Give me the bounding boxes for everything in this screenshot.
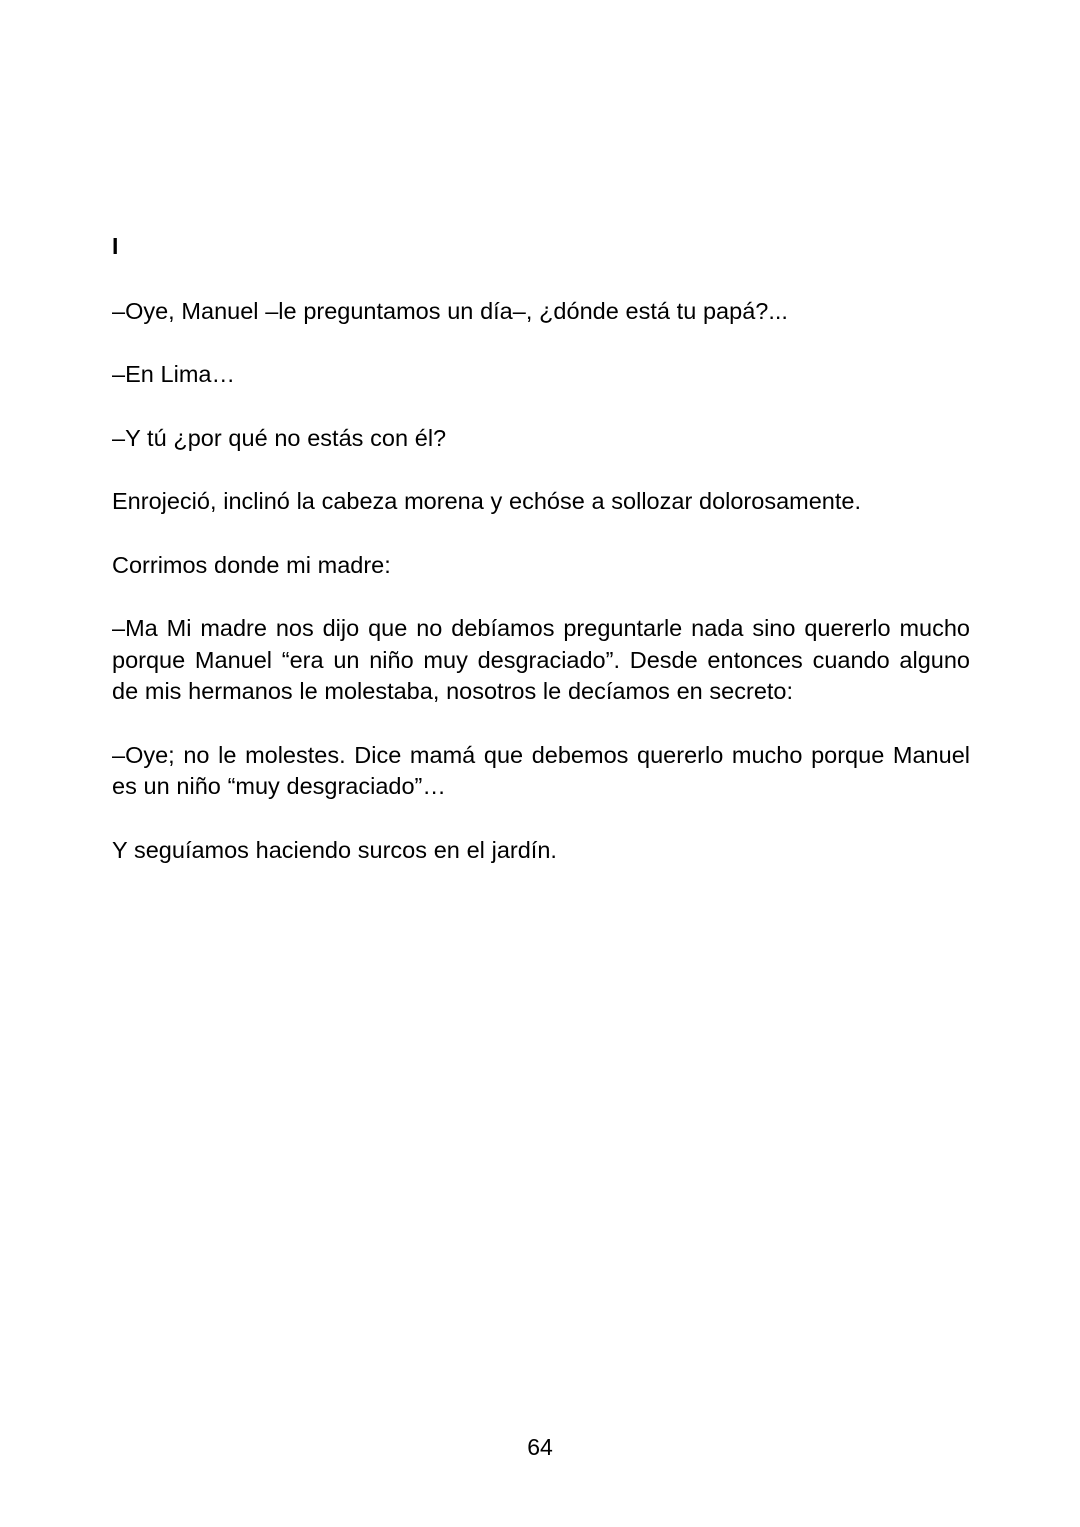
paragraph: –En Lima… <box>112 361 235 388</box>
paragraph: Enrojeció, inclinó la cabeza morena y echóse a sollozar dolorosamente. <box>112 488 861 515</box>
paragraph: –Oye, Manuel –le preguntamos un día–, ¿dónde está tu papá?... <box>112 297 788 324</box>
paragraph: –Y tú ¿por qué no estás con él? <box>112 424 447 451</box>
paragraph: –Oye; no le molestes. Dice mamá que debemos quererlo mucho porque Manuel es un niño “muy desgraciado”… <box>112 741 970 800</box>
paragraph: –Ma Mi madre nos dijo que no debíamos preguntarle nada sino quererlo mucho porque Manuel “era un niño muy desgraciado”. Desde entonces cuando alguno de mis hermanos le molestaba, nosotros le decíamos en secreto: <box>112 615 970 705</box>
page-number: 64 <box>527 1434 553 1460</box>
section-title: I <box>112 233 119 259</box>
paragraph: Y seguíamos haciendo surcos en el jardín. <box>112 836 557 863</box>
paragraph: Corrimos donde mi madre: <box>112 551 391 578</box>
page-body <box>112 232 970 866</box>
